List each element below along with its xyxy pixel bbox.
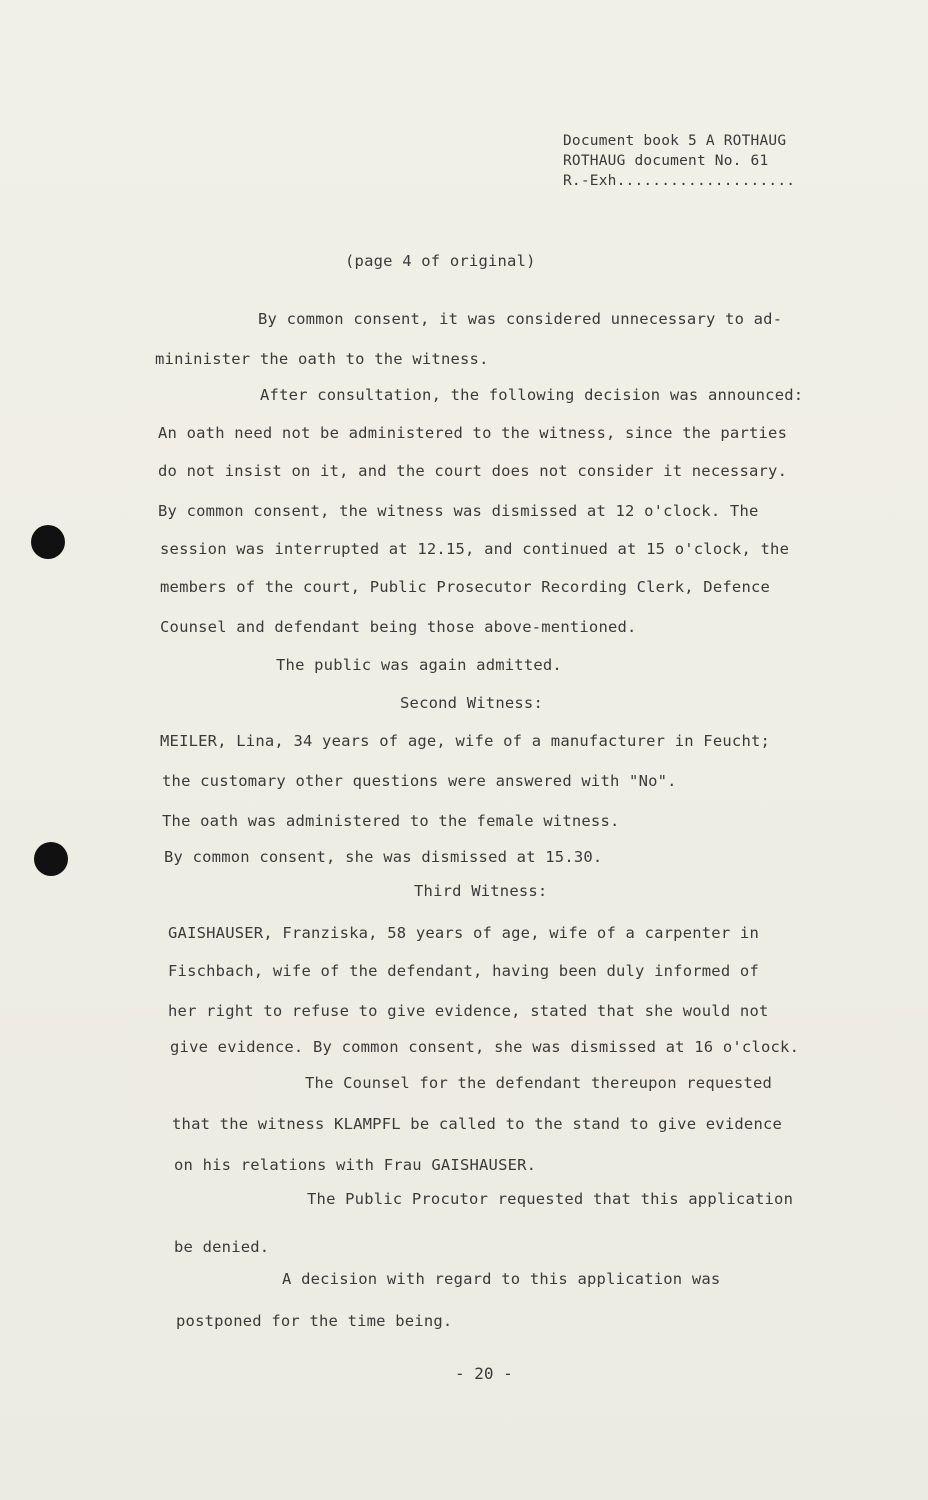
body-line: members of the court, Public Prosecutor Recording Clerk, Defence — [160, 578, 771, 596]
body-line: MEILER, Lina, 34 years of age, wife of a manufacturer in Feucht; — [160, 732, 771, 750]
body-line: do not insist on it, and the court does not consider it necessary. — [158, 462, 788, 480]
body-line: mininister the oath to the witness. — [155, 350, 489, 368]
body-line: An oath need not be administered to the witness, since the parties — [158, 424, 788, 442]
body-line: Fischbach, wife of the defendant, having been duly informed of — [168, 962, 759, 980]
body-line: give evidence. By common consent, she was dismissed at 16 o'clock. — [170, 1038, 800, 1056]
body-line: on his relations with Frau GAISHAUSER. — [174, 1156, 537, 1174]
body-line: The Public Procutor requested that this application — [307, 1190, 794, 1208]
page-number: - 20 - — [455, 1364, 513, 1383]
body-line: be denied. — [174, 1238, 270, 1256]
body-line: A decision with regard to this application was — [282, 1270, 721, 1288]
body-line: that the witness KLAMPFL be called to the stand to give evidence — [172, 1115, 783, 1133]
body-line: Counsel and defendant being those above-mentioned. — [160, 618, 637, 636]
body-line: After consultation, the following decision was announced: — [260, 386, 804, 404]
body-line: GAISHAUSER, Franziska, 58 years of age, wife of a carpenter in — [168, 924, 759, 942]
body-line: The public was again admitted. — [276, 656, 562, 674]
punch-hole — [31, 525, 65, 559]
body-line: her right to refuse to give evidence, stated that she would not — [168, 1002, 769, 1020]
body-line: By common consent, it was considered unnecessary to ad- — [258, 310, 783, 328]
header-line: Document book 5 A ROTHAUG — [563, 133, 787, 149]
header-line: R.-Exh.................... — [563, 173, 796, 189]
body-line: By common consent, the witness was dismissed at 12 o'clock. The — [158, 502, 759, 520]
punch-hole — [34, 842, 68, 876]
body-line: postponed for the time being. — [176, 1312, 453, 1330]
body-line: The oath was administered to the female witness. — [162, 812, 620, 830]
body-line: the customary other questions were answered with "No". — [162, 772, 677, 790]
body-line: session was interrupted at 12.15, and continued at 15 o'clock, the — [160, 540, 790, 558]
section-heading: Third Witness: — [414, 882, 548, 900]
page-note: (page 4 of original) — [345, 252, 536, 270]
header-line: ROTHAUG document No. 61 — [563, 153, 769, 169]
body-line: By common consent, she was dismissed at 15.30. — [164, 848, 603, 866]
section-heading: Second Witness: — [400, 694, 543, 712]
body-line: The Counsel for the defendant thereupon requested — [305, 1074, 773, 1092]
